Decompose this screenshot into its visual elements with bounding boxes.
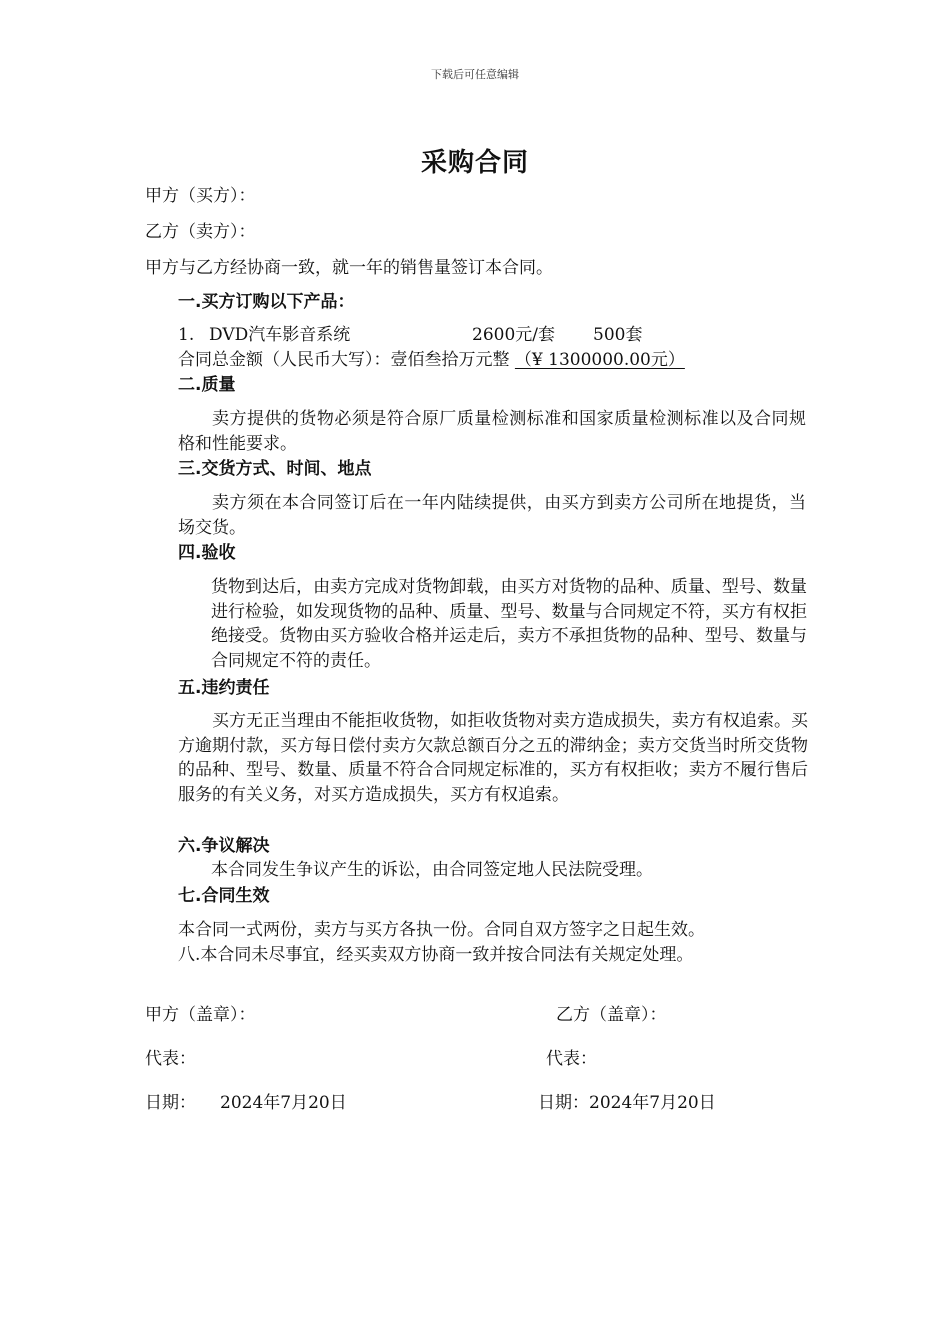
party-a-seal-label: 甲方（盖章）： (145, 1005, 256, 1025)
party-b-seal-label: 乙方（盖章）： (556, 1005, 667, 1025)
party-a-label: 甲方（买方）： (145, 186, 256, 206)
party-a-date-value: 2024年7月20日 (220, 1093, 347, 1113)
party-a-date-label: 日期： (145, 1093, 196, 1113)
item-name: DVD汽车影音系统 (209, 325, 351, 345)
document-title: 采购合同 (420, 148, 529, 178)
total-amount-figure: （¥ 1300000.00元） (514, 350, 685, 370)
header-note: 下载后可任意编辑 (431, 68, 519, 81)
section-1-heading: 一.买方订购以下产品： (178, 292, 355, 312)
total-amount-label (178, 348, 685, 372)
item-quantity: 500套 (593, 325, 643, 345)
item-number: 1. (178, 325, 195, 345)
section-4-heading: 四.验收 (178, 543, 236, 563)
section-7-body: 本合同一式两份，卖方与买方各执一份。合同自双方签字之日起生效。 (178, 920, 705, 940)
section-8-text: 八.本合同未尽事宜，经买卖双方协商一致并按合同法有关规定处理。 (178, 945, 694, 965)
section-6-body: 本合同发生争议产生的诉讼，由合同签定地人民法院受理。 (211, 860, 653, 880)
section-3-heading: 三.交货方式、时间、地点 (178, 459, 372, 479)
party-b-representative-label: 代表： (546, 1049, 597, 1069)
section-5-heading: 五.违约责任 (178, 678, 270, 698)
total-amount-words: 合同总金额（人民币大写）：壹佰叁拾万元整 (178, 350, 510, 370)
party-b-date: 日期：2024年7月20日 (538, 1093, 716, 1113)
section-7-heading: 七.合同生效 (178, 886, 270, 906)
section-2-body: 卖方提供的货物必须是符合原厂质量检测标准和国家质量检测标准以及合同规格和性能要求。 (178, 409, 806, 454)
section-5-body: 买方无正当理由不能拒收货物，如拒收货物对卖方造成损失，卖方有权追索。买方逾期付款，买方每日偿付卖方欠款总额百分之五的滞纳金；卖方交货当时所交货物的品种、型号、数量、质量不符合合同规定标准的，买方有权拒收；卖方不履行售后服务的有关义务，对买方造成损失，买方有权追索。 (178, 711, 808, 805)
party-b-label: 乙方（卖方）： (145, 222, 256, 242)
section-4-body: 货物到达后，由卖方完成对货物卸载，由买方对货物的品种、质量、型号、数量进行检验，如发现货物的品种、质量、型号、数量与合同规定不符，买方有权拒绝接受。货物由买方验收合格并运走后，卖方不承担货物的品种、型号、数量与合同规定不符的责任。 (211, 577, 807, 671)
section-2-heading: 二.质量 (178, 375, 236, 395)
intro-text: 甲方与乙方经协商一致，就一年的销售量签订本合同。 (145, 258, 553, 278)
section-3-body: 卖方须在本合同签订后在一年内陆续提供，由买方到卖方公司所在地提货，当场交货。 (178, 493, 806, 538)
section-6-heading: 六.争议解决 (178, 836, 270, 856)
item-price: 2600元/套 (472, 325, 555, 345)
party-a-representative-label: 代表： (145, 1049, 196, 1069)
